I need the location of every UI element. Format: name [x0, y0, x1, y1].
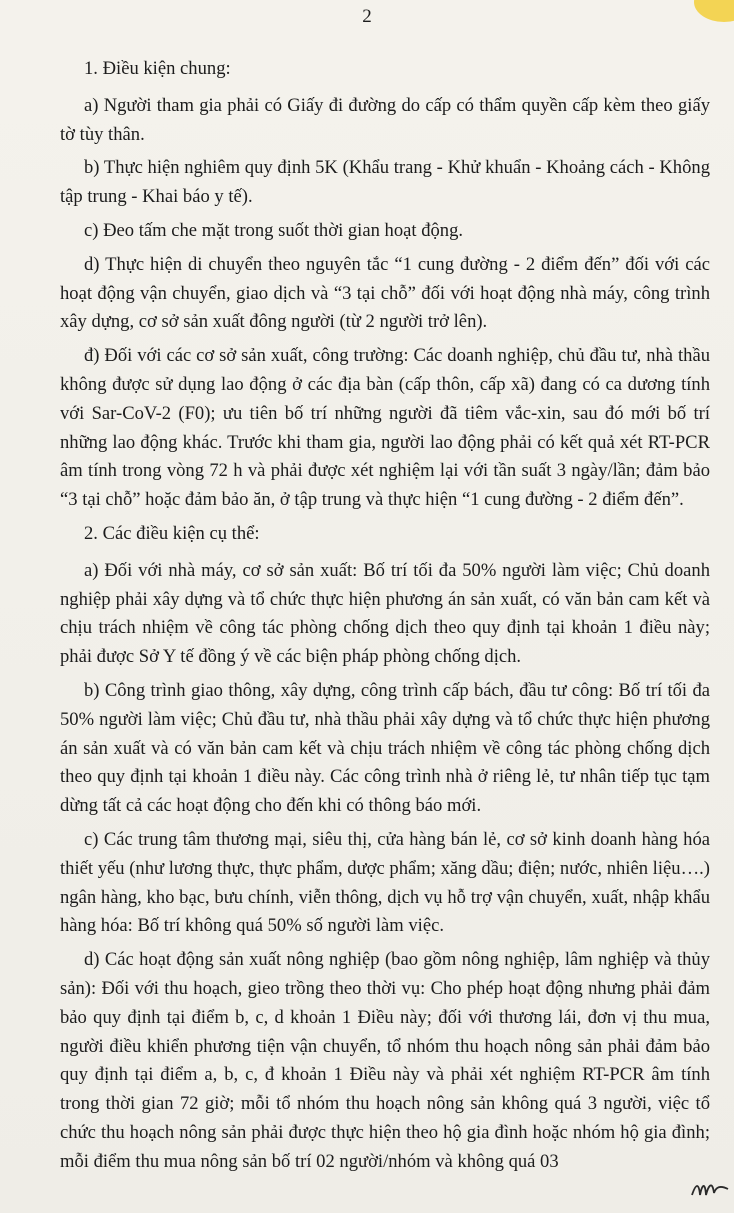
paragraph-1d: d) Thực hiện di chuyển theo nguyên tắc “1 cung đường - 2 điểm đến” đối với các hoạt động vận chuyển, giao dịch và “3 tại chỗ” đối với hoạt động nhà máy, công trình xây dựng, cơ sở sản xuất đông người (từ 2 người trở lên).	[60, 253, 710, 333]
handwritten-initial	[690, 1175, 730, 1207]
paragraph-1dd: đ) Đối với các cơ sở sản xuất, công trường: Các doanh nghiệp, chủ đầu tư, nhà thầu không được sử dụng lao động ở các địa bàn (cấp thôn, cấp xã) đang có ca dương tính với Sar-CoV-2 (F0); ưu tiên bố trí những người đã tiêm vắc-xin, sau đó mới bố trí những lao động khác. Trước khi tham gia, người lao động phải có kết quả xét RT-PCR âm tính trong vòng 72 h và phải được xét nghiệm lại với tần suất 3 ngày/lần; đảm bảo “3 tại chỗ” hoặc đảm bảo ăn, ở tập trung và thực hiện “1 cung đường - 2 điểm đến”.	[60, 345, 710, 511]
paragraph-2a: a) Đối với nhà máy, cơ sở sản xuất: Bố trí tối đa 50% người làm việc; Chủ doanh nghiệp phải xây dựng và tổ chức thực hiện phương án sản xuất, có văn bản cam kết và chịu trách nhiệm về công tác phòng chống dịch theo quy định tại khoản 1 điều này; phải được Sở Y tế đồng ý về các biện pháp phòng chống dịch.	[60, 559, 710, 668]
paragraph-2d: d) Các hoạt động sản xuất nông nghiệp (bao gồm nông nghiệp, lâm nghiệp và thủy sản): Đối với thu hoạch, gieo trồng theo thời vụ: Cho phép hoạt động nhưng phải đảm bảo quy định tại điểm b, c, d khoản 1 Điều này; đối với thương lái, đơn vị thu mua, người điều khiển phương tiện vận chuyển, tổ nhóm thu hoạch nông sản phải đảm bảo quy định tại điểm a, b, c, đ khoản 1 Điều này và phải xét nghiệm RT-PCR âm tính trong thời gian 72 giờ; mỗi tổ nhóm thu hoạch nông sản không quá 3 người, việc tổ chức thu hoạch nông sản phải được thực hiện theo hộ gia đình hoặc nhóm hộ gia đình; mỗi điểm thu mua nông sản bố trí 02 người/nhóm và không quá 03	[60, 949, 710, 1172]
paragraph-2c: c) Các trung tâm thương mại, siêu thị, cửa hàng bán lẻ, cơ sở kinh doanh hàng hóa thiết yếu (như lương thực, thực phẩm, dược phẩm; xăng dầu; điện; nước, nhiên liệu….) ngân hàng, kho bạc, bưu chính, viễn thông, dịch vụ hỗ trợ vận chuyển, xuất, nhập khẩu hàng hóa: Bố trí không quá 50% số người làm việc.	[60, 828, 710, 937]
page-number: 2	[362, 6, 372, 27]
paragraph-1c: c) Đeo tấm che mặt trong suốt thời gian hoạt động.	[84, 219, 464, 241]
paragraph-1a: a) Người tham gia phải có Giấy đi đường do cấp có thẩm quyền cấp kèm theo giấy tờ tùy thân.	[60, 94, 710, 145]
paragraph-2b: b) Công trình giao thông, xây dựng, công trình cấp bách, đầu tư công: Bố trí tối đa 50% người làm việc; Chủ đầu tư, nhà thầu phải xây dựng và tổ chức thực hiện phương án sản xuất và có văn bản cam kết và chịu trách nhiệm về công tác phòng chống dịch theo quy định tại khoản 1 điều này. Các công trình nhà ở riêng lẻ, tư nhân tiếp tục tạm dừng tất cả các hoạt động cho đến khi có thông báo mới.	[60, 679, 710, 817]
section-heading-general: 1. Điều kiện chung:	[84, 58, 231, 79]
paragraph-1b: b) Thực hiện nghiêm quy định 5K (Khẩu trang - Khử khuẩn - Khoảng cách - Không tập trung - Khai báo y tế).	[60, 157, 710, 208]
section-heading-specific: 2. Các điều kiện cụ thể:	[84, 522, 260, 544]
document-body	[60, 55, 710, 1181]
